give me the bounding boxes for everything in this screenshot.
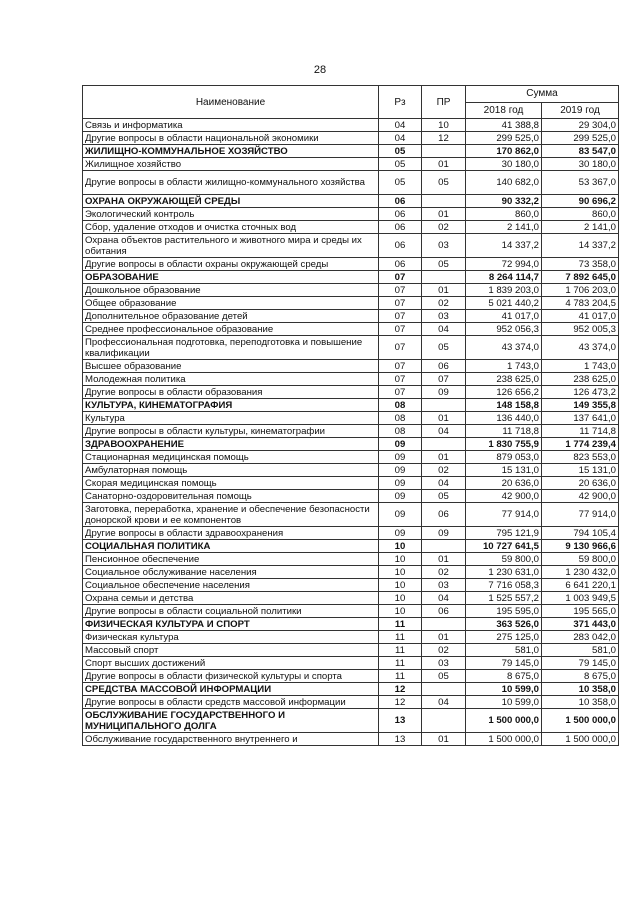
row-name: ОХРАНА ОКРУЖАЮЩЕЙ СРЕДЫ	[83, 195, 379, 208]
row-sum-2018: 90 332,2	[466, 195, 542, 208]
row-pr: 02	[422, 566, 466, 579]
table-row	[83, 464, 619, 477]
row-pr: 02	[422, 221, 466, 234]
row-sum-2019: 43 374,0	[542, 336, 619, 360]
row-sum-2018: 42 900,0	[466, 490, 542, 503]
table-row	[83, 451, 619, 464]
row-sum-2018: 148 158,8	[466, 399, 542, 412]
row-pr	[422, 399, 466, 412]
table-row	[83, 527, 619, 540]
row-sum-2018: 43 374,0	[466, 336, 542, 360]
row-sum-2019: 10 358,0	[542, 683, 619, 696]
row-sum-2019: 6 641 220,1	[542, 579, 619, 592]
row-name: Охрана объектов растительного и животного мира и среды их обитания	[83, 234, 379, 258]
row-sum-2018: 77 914,0	[466, 503, 542, 527]
row-pr: 05	[422, 258, 466, 271]
row-rz: 08	[379, 412, 422, 425]
row-sum-2019: 20 636,0	[542, 477, 619, 490]
row-name: Стационарная медицинская помощь	[83, 451, 379, 464]
table-row	[83, 425, 619, 438]
row-pr: 02	[422, 464, 466, 477]
row-rz: 07	[379, 297, 422, 310]
row-sum-2019: 860,0	[542, 208, 619, 221]
row-rz: 10	[379, 553, 422, 566]
table-row	[83, 579, 619, 592]
row-name: Другие вопросы в области образования	[83, 386, 379, 399]
row-name: ФИЗИЧЕСКАЯ КУЛЬТУРА И СПОРТ	[83, 618, 379, 631]
row-sum-2019: 53 367,0	[542, 171, 619, 195]
row-pr: 01	[422, 553, 466, 566]
section-row	[83, 145, 619, 158]
row-sum-2018: 30 180,0	[466, 158, 542, 171]
row-pr: 03	[422, 310, 466, 323]
row-name: Санаторно-оздоровительная помощь	[83, 490, 379, 503]
row-sum-2019: 7 892 645,0	[542, 271, 619, 284]
section-row	[83, 540, 619, 553]
row-sum-2019: 581,0	[542, 644, 619, 657]
row-pr	[422, 540, 466, 553]
row-sum-2018: 126 656,2	[466, 386, 542, 399]
row-pr: 09	[422, 386, 466, 399]
row-sum-2019: 126 473,2	[542, 386, 619, 399]
row-rz: 09	[379, 464, 422, 477]
row-pr	[422, 271, 466, 284]
row-rz: 12	[379, 683, 422, 696]
row-pr: 06	[422, 360, 466, 373]
row-pr	[422, 145, 466, 158]
row-rz: 08	[379, 399, 422, 412]
row-sum-2019: 9 130 966,6	[542, 540, 619, 553]
table-row	[83, 284, 619, 297]
row-sum-2019: 1 500 000,0	[542, 733, 619, 746]
table-row	[83, 477, 619, 490]
row-name: Обслуживание государственного внутреннего и	[83, 733, 379, 746]
row-rz: 07	[379, 360, 422, 373]
table-row	[83, 310, 619, 323]
row-name: Среднее профессиональное образование	[83, 323, 379, 336]
row-pr: 09	[422, 527, 466, 540]
row-sum-2019: 299 525,0	[542, 132, 619, 145]
row-sum-2019: 42 900,0	[542, 490, 619, 503]
row-rz: 06	[379, 258, 422, 271]
row-sum-2019: 8 675,0	[542, 670, 619, 683]
table-row	[83, 553, 619, 566]
row-rz: 10	[379, 605, 422, 618]
table-row	[83, 171, 619, 195]
row-sum-2019: 11 714,8	[542, 425, 619, 438]
row-name: Молодежная политика	[83, 373, 379, 386]
row-sum-2018: 1 500 000,0	[466, 709, 542, 733]
section-row	[83, 271, 619, 284]
row-pr: 01	[422, 208, 466, 221]
table-row	[83, 657, 619, 670]
table-row	[83, 631, 619, 644]
row-sum-2019: 1 774 239,4	[542, 438, 619, 451]
section-row	[83, 438, 619, 451]
row-rz: 07	[379, 271, 422, 284]
row-rz: 11	[379, 631, 422, 644]
row-name: Охрана семьи и детства	[83, 592, 379, 605]
row-name: Высшее образование	[83, 360, 379, 373]
row-sum-2018: 795 121,9	[466, 527, 542, 540]
row-sum-2019: 10 358,0	[542, 696, 619, 709]
row-sum-2018: 41 017,0	[466, 310, 542, 323]
row-pr	[422, 709, 466, 733]
row-name: Другие вопросы в области социальной политики	[83, 605, 379, 618]
row-pr	[422, 683, 466, 696]
row-sum-2018: 195 595,0	[466, 605, 542, 618]
row-rz: 09	[379, 477, 422, 490]
row-sum-2018: 2 141,0	[466, 221, 542, 234]
row-pr: 03	[422, 579, 466, 592]
row-sum-2018: 41 388,8	[466, 119, 542, 132]
row-name: Жилищное хозяйство	[83, 158, 379, 171]
row-name: Профессиональная подготовка, переподготовка и повышение квалификации	[83, 336, 379, 360]
table-header	[83, 86, 619, 119]
row-sum-2019: 30 180,0	[542, 158, 619, 171]
row-name: ЖИЛИЩНО-КОММУНАЛЬНОЕ ХОЗЯЙСТВО	[83, 145, 379, 158]
row-rz: 10	[379, 592, 422, 605]
row-sum-2019: 15 131,0	[542, 464, 619, 477]
row-name: Дошкольное образование	[83, 284, 379, 297]
row-pr: 01	[422, 631, 466, 644]
row-rz: 09	[379, 490, 422, 503]
row-rz: 13	[379, 733, 422, 746]
row-rz: 10	[379, 540, 422, 553]
row-sum-2018: 1 230 631,0	[466, 566, 542, 579]
table-row	[83, 503, 619, 527]
row-sum-2018: 8 675,0	[466, 670, 542, 683]
table-row	[83, 566, 619, 579]
row-name: Другие вопросы в области здравоохранения	[83, 527, 379, 540]
row-name: Экологический контроль	[83, 208, 379, 221]
row-name: Социальное обслуживание населения	[83, 566, 379, 579]
row-name: Другие вопросы в области средств массовой информации	[83, 696, 379, 709]
row-sum-2018: 72 994,0	[466, 258, 542, 271]
table-row	[83, 336, 619, 360]
header-sum: Сумма	[466, 86, 619, 103]
row-pr	[422, 618, 466, 631]
row-sum-2018: 5 021 440,2	[466, 297, 542, 310]
row-name: ОБСЛУЖИВАНИЕ ГОСУДАРСТВЕННОГО И МУНИЦИПАЛЬНОГО ДОЛГА	[83, 709, 379, 733]
row-pr: 05	[422, 336, 466, 360]
row-rz: 06	[379, 208, 422, 221]
row-sum-2019: 283 042,0	[542, 631, 619, 644]
row-rz: 07	[379, 284, 422, 297]
row-sum-2018: 1 500 000,0	[466, 733, 542, 746]
row-rz: 09	[379, 451, 422, 464]
row-pr: 04	[422, 323, 466, 336]
budget-table	[82, 85, 619, 746]
row-sum-2019: 137 641,0	[542, 412, 619, 425]
row-sum-2019: 1 230 432,0	[542, 566, 619, 579]
row-sum-2019: 952 005,3	[542, 323, 619, 336]
table-row	[83, 386, 619, 399]
section-row	[83, 709, 619, 733]
row-sum-2019: 1 743,0	[542, 360, 619, 373]
row-sum-2019: 149 355,8	[542, 399, 619, 412]
row-pr: 01	[422, 412, 466, 425]
row-sum-2019: 1 706 203,0	[542, 284, 619, 297]
row-rz: 08	[379, 425, 422, 438]
row-name: Амбулаторная помощь	[83, 464, 379, 477]
row-sum-2018: 170 862,0	[466, 145, 542, 158]
row-sum-2018: 15 131,0	[466, 464, 542, 477]
row-rz: 13	[379, 709, 422, 733]
row-sum-2019: 823 553,0	[542, 451, 619, 464]
row-sum-2019: 1 003 949,5	[542, 592, 619, 605]
row-sum-2018: 7 716 058,3	[466, 579, 542, 592]
header-year-2019: 2019 год	[542, 102, 619, 119]
table-row	[83, 490, 619, 503]
row-rz: 11	[379, 670, 422, 683]
table-row	[83, 592, 619, 605]
row-rz: 06	[379, 221, 422, 234]
row-pr	[422, 438, 466, 451]
row-sum-2019: 79 145,0	[542, 657, 619, 670]
row-sum-2018: 879 053,0	[466, 451, 542, 464]
row-pr: 12	[422, 132, 466, 145]
row-rz: 07	[379, 323, 422, 336]
row-name: Культура	[83, 412, 379, 425]
row-sum-2018: 860,0	[466, 208, 542, 221]
row-sum-2019: 83 547,0	[542, 145, 619, 158]
row-rz: 05	[379, 145, 422, 158]
row-name: Общее образование	[83, 297, 379, 310]
row-rz: 06	[379, 195, 422, 208]
row-rz: 05	[379, 158, 422, 171]
header-year-2018: 2018 год	[466, 102, 542, 119]
row-sum-2018: 1 830 755,9	[466, 438, 542, 451]
header-rz: Рз	[379, 86, 422, 119]
header-name: Наименование	[83, 86, 379, 119]
section-row	[83, 399, 619, 412]
row-sum-2019: 794 105,4	[542, 527, 619, 540]
page-number: 28	[313, 64, 327, 76]
table-row	[83, 234, 619, 258]
row-sum-2018: 79 145,0	[466, 657, 542, 670]
row-pr: 02	[422, 644, 466, 657]
row-name: КУЛЬТУРА, КИНЕМАТОГРАФИЯ	[83, 399, 379, 412]
row-sum-2018: 10 727 641,5	[466, 540, 542, 553]
row-rz: 09	[379, 527, 422, 540]
row-rz: 11	[379, 657, 422, 670]
row-name: Массовый спорт	[83, 644, 379, 657]
row-pr: 05	[422, 670, 466, 683]
row-name: Другие вопросы в области жилищно-коммунального хозяйства	[83, 171, 379, 195]
row-rz: 10	[379, 579, 422, 592]
row-sum-2018: 952 056,3	[466, 323, 542, 336]
row-pr: 01	[422, 451, 466, 464]
table-row	[83, 412, 619, 425]
table-row	[83, 297, 619, 310]
row-sum-2018: 11 718,8	[466, 425, 542, 438]
row-name: Скорая медицинская помощь	[83, 477, 379, 490]
row-sum-2018: 1 525 557,2	[466, 592, 542, 605]
row-sum-2019: 2 141,0	[542, 221, 619, 234]
row-name: Дополнительное образование детей	[83, 310, 379, 323]
row-sum-2019: 371 443,0	[542, 618, 619, 631]
row-name: Связь и информатика	[83, 119, 379, 132]
row-name: ЗДРАВООХРАНЕНИЕ	[83, 438, 379, 451]
table-row	[83, 132, 619, 145]
row-sum-2018: 140 682,0	[466, 171, 542, 195]
table-row	[83, 670, 619, 683]
row-pr	[422, 195, 466, 208]
row-sum-2019: 4 783 204,5	[542, 297, 619, 310]
table-row	[83, 644, 619, 657]
table-row	[83, 733, 619, 746]
row-sum-2019: 41 017,0	[542, 310, 619, 323]
row-pr: 04	[422, 425, 466, 438]
row-pr: 04	[422, 477, 466, 490]
row-name: Заготовка, переработка, хранение и обеспечение безопасности донорской крови и ее компонентов	[83, 503, 379, 527]
row-name: СРЕДСТВА МАССОВОЙ ИНФОРМАЦИИ	[83, 683, 379, 696]
row-rz: 09	[379, 438, 422, 451]
row-sum-2018: 581,0	[466, 644, 542, 657]
row-name: Социальное обеспечение населения	[83, 579, 379, 592]
table-row	[83, 208, 619, 221]
row-name: Спорт высших достижений	[83, 657, 379, 670]
table-row	[83, 605, 619, 618]
row-name: Пенсионное обеспечение	[83, 553, 379, 566]
row-pr: 10	[422, 119, 466, 132]
row-rz: 11	[379, 618, 422, 631]
row-sum-2019: 14 337,2	[542, 234, 619, 258]
row-pr: 07	[422, 373, 466, 386]
row-sum-2019: 195 565,0	[542, 605, 619, 618]
section-row	[83, 195, 619, 208]
row-rz: 09	[379, 503, 422, 527]
section-row	[83, 683, 619, 696]
row-sum-2018: 299 525,0	[466, 132, 542, 145]
table-row	[83, 360, 619, 373]
row-name: Другие вопросы в области культуры, кинематографии	[83, 425, 379, 438]
row-sum-2018: 136 440,0	[466, 412, 542, 425]
row-sum-2019: 238 625,0	[542, 373, 619, 386]
row-pr: 06	[422, 605, 466, 618]
row-pr: 02	[422, 297, 466, 310]
row-sum-2018: 20 636,0	[466, 477, 542, 490]
row-sum-2018: 8 264 114,7	[466, 271, 542, 284]
row-sum-2018: 1 839 203,0	[466, 284, 542, 297]
row-rz: 12	[379, 696, 422, 709]
row-pr: 05	[422, 490, 466, 503]
row-sum-2018: 14 337,2	[466, 234, 542, 258]
row-rz: 07	[379, 373, 422, 386]
row-sum-2018: 10 599,0	[466, 696, 542, 709]
row-pr: 04	[422, 592, 466, 605]
header-pr: ПР	[422, 86, 466, 119]
row-rz: 10	[379, 566, 422, 579]
table-row	[83, 258, 619, 271]
row-rz: 05	[379, 171, 422, 195]
row-pr: 01	[422, 158, 466, 171]
row-rz: 07	[379, 386, 422, 399]
table-row	[83, 119, 619, 132]
row-pr: 05	[422, 171, 466, 195]
row-name: Другие вопросы в области охраны окружающей среды	[83, 258, 379, 271]
row-pr: 01	[422, 284, 466, 297]
row-rz: 06	[379, 234, 422, 258]
row-name: Другие вопросы в области физической культуры и спорта	[83, 670, 379, 683]
row-rz: 04	[379, 119, 422, 132]
row-pr: 01	[422, 733, 466, 746]
row-sum-2018: 238 625,0	[466, 373, 542, 386]
table-row	[83, 158, 619, 171]
row-name: Физическая культура	[83, 631, 379, 644]
row-rz: 07	[379, 336, 422, 360]
row-name: ОБРАЗОВАНИЕ	[83, 271, 379, 284]
table-body	[83, 119, 619, 746]
section-row	[83, 618, 619, 631]
row-sum-2018: 10 599,0	[466, 683, 542, 696]
row-sum-2019: 90 696,2	[542, 195, 619, 208]
row-pr: 03	[422, 657, 466, 670]
row-sum-2019: 1 500 000,0	[542, 709, 619, 733]
row-sum-2018: 363 526,0	[466, 618, 542, 631]
table-row	[83, 221, 619, 234]
row-pr: 06	[422, 503, 466, 527]
row-sum-2019: 59 800,0	[542, 553, 619, 566]
row-sum-2019: 77 914,0	[542, 503, 619, 527]
row-rz: 07	[379, 310, 422, 323]
row-rz: 04	[379, 132, 422, 145]
row-sum-2019: 29 304,0	[542, 119, 619, 132]
row-name: Другие вопросы в области национальной экономики	[83, 132, 379, 145]
row-sum-2018: 1 743,0	[466, 360, 542, 373]
row-name: СОЦИАЛЬНАЯ ПОЛИТИКА	[83, 540, 379, 553]
row-pr: 04	[422, 696, 466, 709]
row-rz: 11	[379, 644, 422, 657]
row-sum-2019: 73 358,0	[542, 258, 619, 271]
table-row	[83, 373, 619, 386]
row-name: Сбор, удаление отходов и очистка сточных вод	[83, 221, 379, 234]
row-pr: 03	[422, 234, 466, 258]
row-sum-2018: 275 125,0	[466, 631, 542, 644]
row-sum-2018: 59 800,0	[466, 553, 542, 566]
table-row	[83, 696, 619, 709]
table-row	[83, 323, 619, 336]
